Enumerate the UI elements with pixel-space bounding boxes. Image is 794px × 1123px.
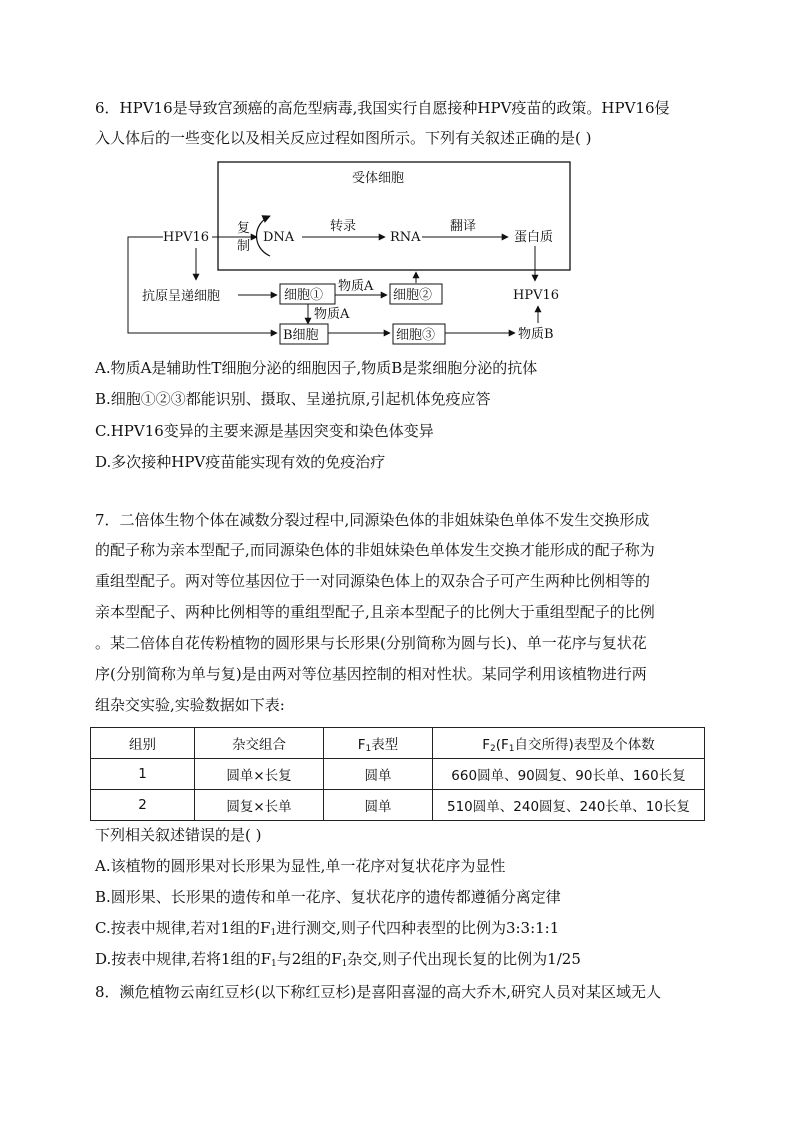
table-row xyxy=(91,790,705,821)
header-f1-phenotype: $F_1$表型 xyxy=(324,728,433,759)
protein-label: 蛋白质 xyxy=(514,230,554,245)
q6-option-c: C.HPV16变异的主要来源是基因突变和染色体变异 xyxy=(95,422,434,440)
q7-stem-line-4: 亲本型配子、两种比例相等的重组型配子,且亲本型配子的比例大于重组型配子的比例 xyxy=(95,603,655,621)
table-row xyxy=(91,759,705,790)
q7-stem-line-3: 重组型配子。两对等位基因位于一对同源染色体上的双杂合子可产生两种比例相等的 xyxy=(95,572,651,590)
cross-experiment-table xyxy=(90,727,705,821)
q7-option-b: B.圆形果、长形果的遗传和单一花序、复状花序的遗传都遵循分离定律 xyxy=(95,888,561,906)
q7-option-d: D.按表中规律,若将1组的$F_1$与2组的$F_1$杂交,则子代出现长复的比例为1/25 xyxy=(95,950,581,969)
q8-stem-line-1: 8．濒危植物云南红豆杉(以下称红豆杉)是喜阳喜湿的高大乔木,研究人员对某区域无人 xyxy=(95,983,662,1001)
row2-f1: 圆单 xyxy=(324,790,433,821)
dna-label: DNA xyxy=(263,230,295,245)
table-header-row xyxy=(91,728,705,759)
q7-stem-line-7: 组杂交实验,实验数据如下表: xyxy=(95,696,285,714)
q7-stem-line-5: 。某二倍体自花传粉植物的圆形果与长形果(分别简称为圆与长)、单一花序与复状花 xyxy=(95,634,647,652)
row2-cross: 圆复×长单 xyxy=(195,790,324,821)
hpv16-right-label: HPV16 xyxy=(513,288,560,303)
header-cross: 杂交组合 xyxy=(195,728,324,759)
q6-stem-line-1: 6．HPV16是导致宫颈癌的高危型病毒,我国实行自愿接种HPV疫苗的政策。HPV16侵 xyxy=(95,99,670,117)
q6-stem-line-2: 入人体后的一些变化以及相关反应过程如图所示。下列有关叙述正确的是( ) xyxy=(95,129,592,147)
substance-b-label: 物质B xyxy=(518,327,554,342)
q7-stem-line-6: 序(分别简称为单与复)是由两对等位基因控制的相对性状。某同学利用该植物进行两 xyxy=(95,665,647,683)
q7-option-a: A.该植物的圆形果对长形果为显性,单一花序对复状花序为显性 xyxy=(95,857,506,875)
q6-option-b: B.细胞①②③都能识别、摄取、呈递抗原,引起机体免疫应答 xyxy=(95,390,491,408)
row1-f2: 660圆单、90圆复、90长单、160长复 xyxy=(433,759,705,790)
apc-label: 抗原呈递细胞 xyxy=(142,289,221,304)
hpv16-immune-diagram xyxy=(120,160,600,350)
header-group: 组别 xyxy=(91,728,195,759)
header-f2-phenotype: $F_2(F_1$自交所得)表型及个体数 xyxy=(433,728,705,759)
rna-label: RNA xyxy=(390,230,421,245)
q6-option-d: D.多次接种HPV疫苗能实现有效的免疫治疗 xyxy=(95,453,386,471)
row1-cross: 圆单×长复 xyxy=(195,759,324,790)
cell1-label: 细胞① xyxy=(284,288,324,303)
cell2-label: 细胞② xyxy=(393,288,433,303)
q7-option-c: C.按表中规律,若对1组的$F_1$进行测交,则子代四种表型的比例为3:3:1:1 xyxy=(95,919,560,938)
cell3-label: 细胞③ xyxy=(396,328,436,343)
substance-a-mid-label: 物质A xyxy=(314,307,350,322)
row2-group: 2 xyxy=(91,790,195,821)
q6-option-a: A.物质A是辅助性T细胞分泌的细胞因子,物质B是浆细胞分泌的抗体 xyxy=(95,359,538,377)
substance-a-top-label: 物质A xyxy=(338,279,374,294)
q7-stem-line-1: 7．二倍体生物个体在减数分裂过程中,同源染色体的非姐妹染色单体不发生交换形成 xyxy=(95,511,650,529)
translation-label: 翻译 xyxy=(450,219,477,234)
row1-f1: 圆单 xyxy=(324,759,433,790)
row1-group: 1 xyxy=(91,759,195,790)
q7-prompt: 下列相关叙述错误的是( ) xyxy=(95,826,262,844)
b-cell-label: B细胞 xyxy=(283,328,319,343)
replicate-label-2: 制 xyxy=(237,239,251,254)
q7-stem-line-2: 的配子称为亲本型配子,而同源染色体的非姐妹染色单体发生交换才能形成的配子称为 xyxy=(95,541,655,559)
replicate-label-1: 复 xyxy=(237,221,251,236)
hpv16-left-label: HPV16 xyxy=(163,230,210,245)
host-cell-label: 受体细胞 xyxy=(352,171,405,186)
row2-f2: 510圆单、240圆复、240长单、10长复 xyxy=(433,790,705,821)
transcription-label: 转录 xyxy=(330,219,357,234)
